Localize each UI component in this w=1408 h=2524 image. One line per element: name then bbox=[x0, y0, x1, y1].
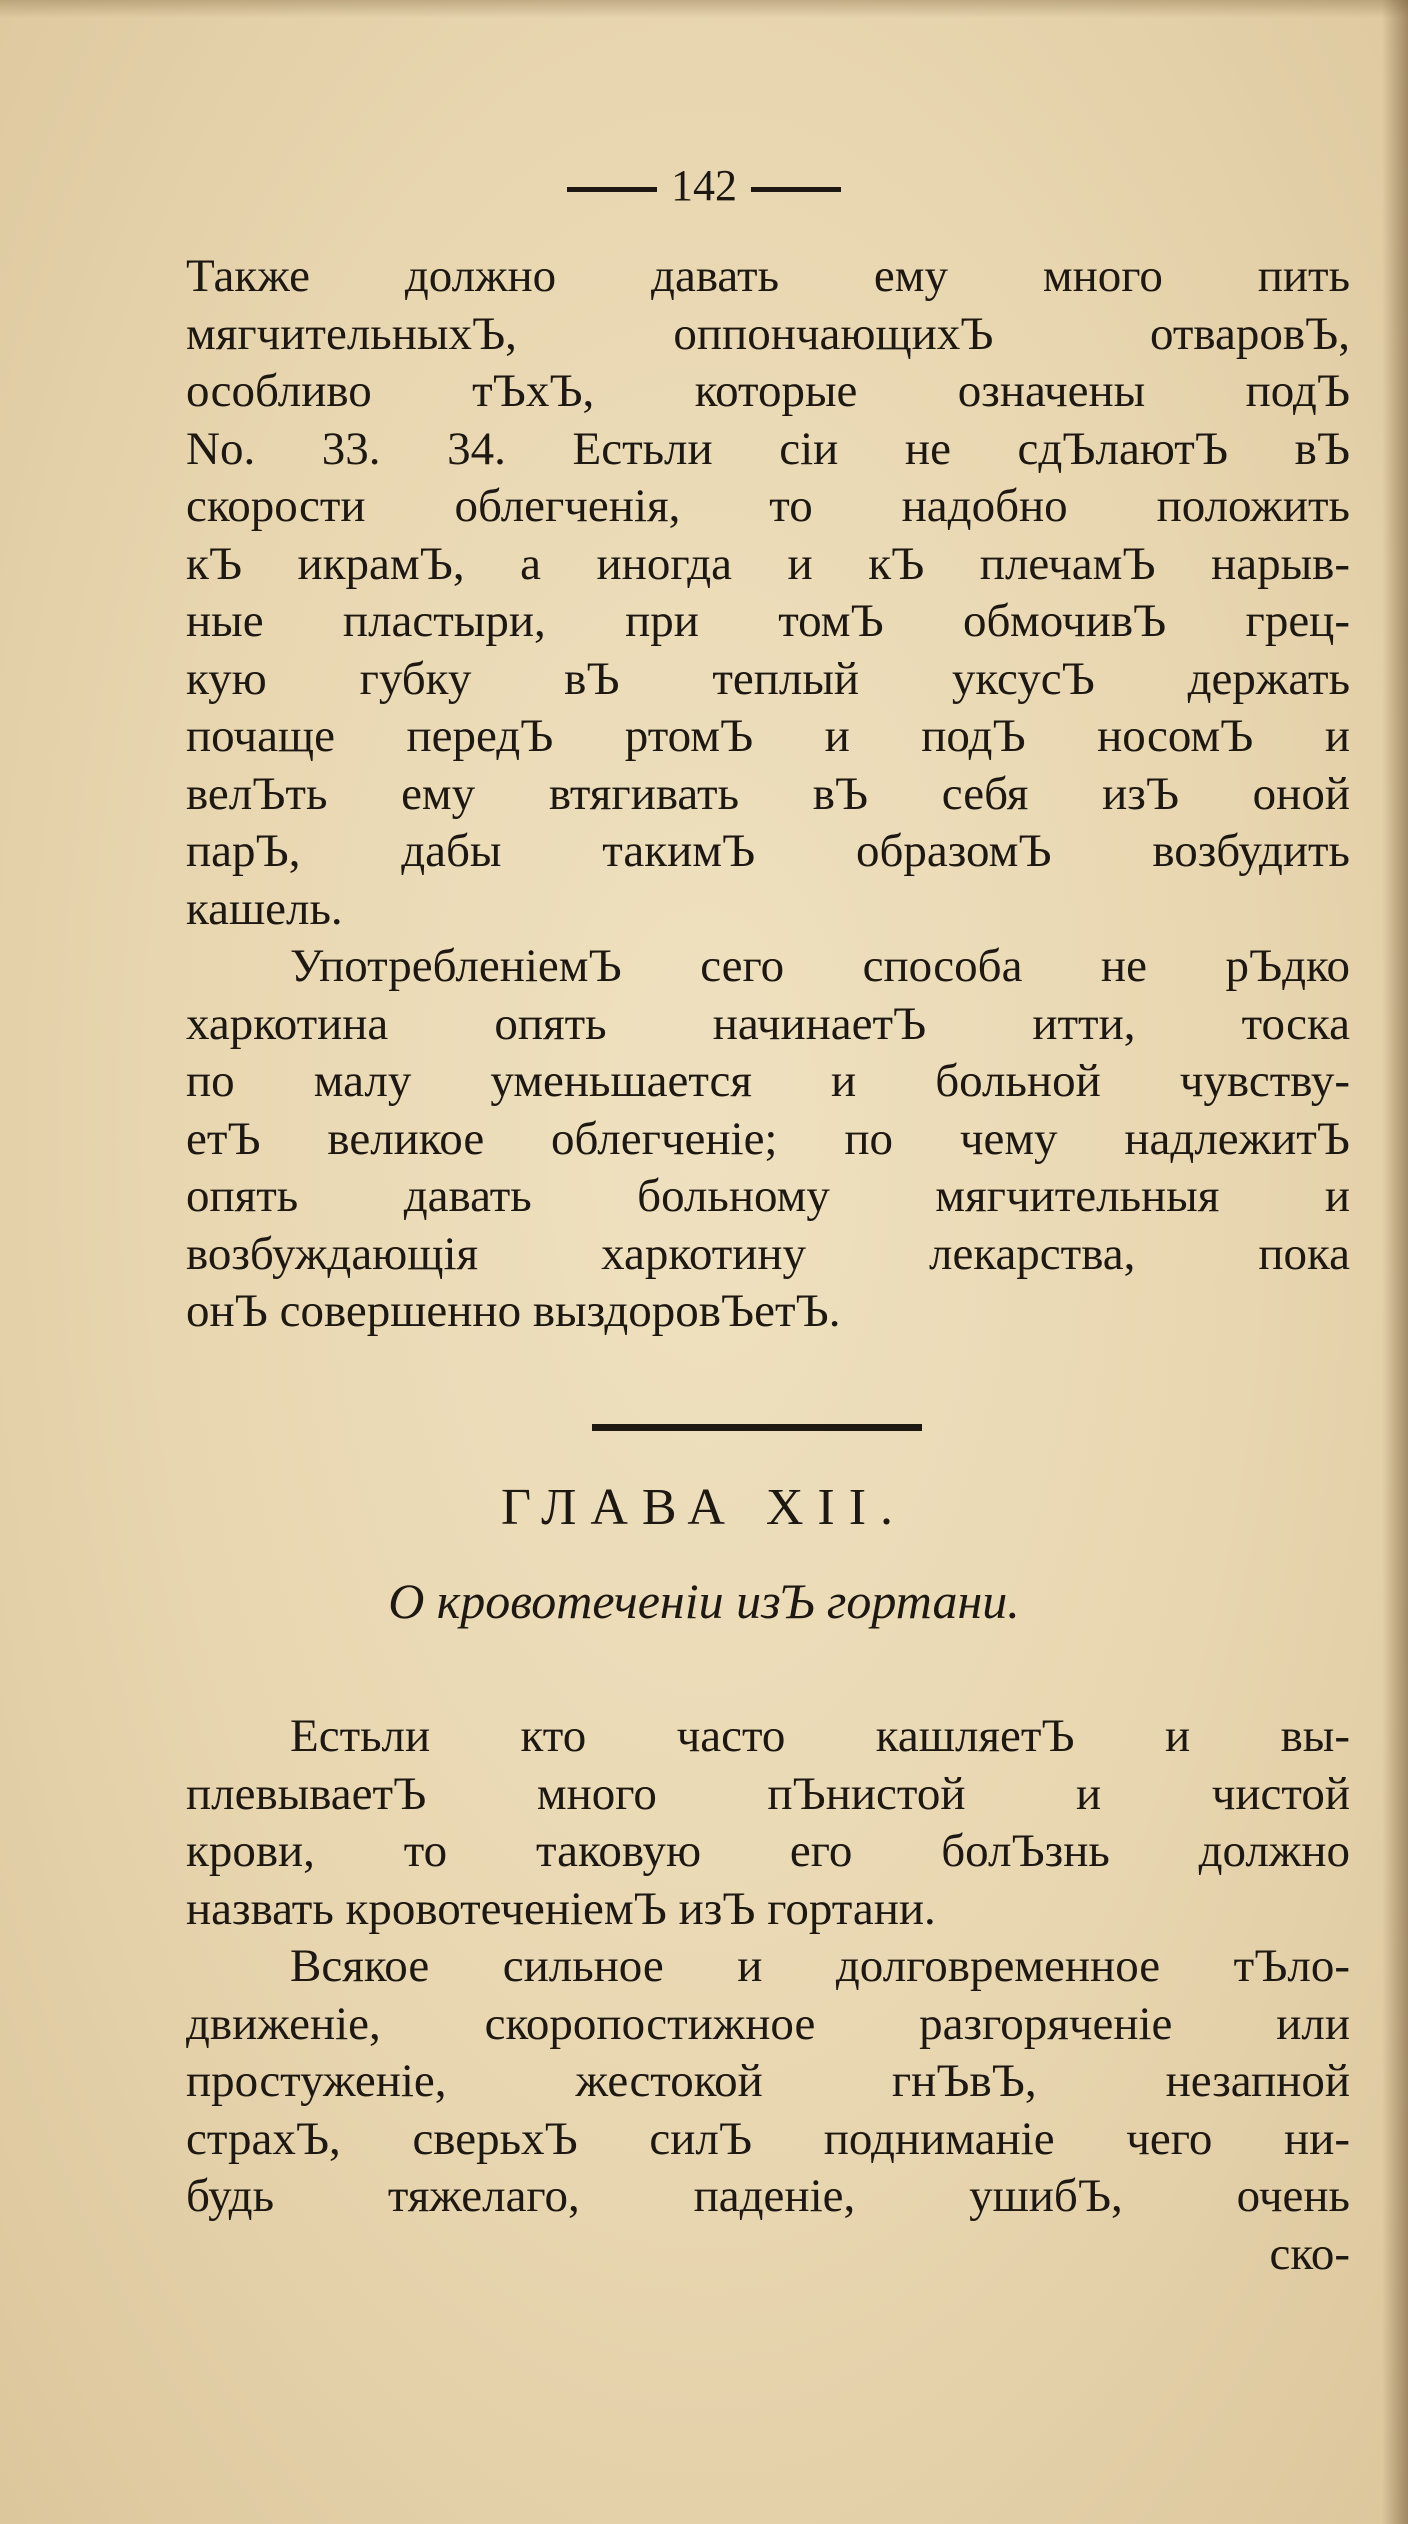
text-line: етЪ великое облегченіе; по чему надлежитЪ bbox=[186, 1112, 1350, 1165]
text-line: парЪ, дабы такимЪ образомЪ возбудить bbox=[186, 825, 1350, 877]
text-line: велЪть ему втягивать вЪ себя изЪ оной bbox=[186, 767, 1350, 820]
text-line: скорости облегченія, то надобно положить bbox=[186, 480, 1350, 532]
text-line: онЪ совершенно выздоровЪетЪ. bbox=[186, 1285, 841, 1337]
text-line: No. 33. 34. Естьли сіи не сдЪлаютЪ вЪ bbox=[186, 422, 1350, 475]
catchword: ско- bbox=[1269, 2227, 1350, 2280]
left-dash bbox=[567, 187, 657, 192]
text-line: страхЪ, сверьхЪ силЪ подниманіе чего ни- bbox=[186, 2112, 1350, 2165]
text-line: опять давать больному мягчительныя и bbox=[186, 1170, 1350, 1222]
page-shadow-top bbox=[0, 0, 1408, 18]
text-line: назвать кровотеченіемЪ изЪ гортани. bbox=[186, 1882, 936, 1935]
text-line: кашель. bbox=[186, 882, 343, 935]
bottom-text-block bbox=[186, 1708, 1350, 2283]
text-line: простуженіе, жестокой гнЪвЪ, незапной bbox=[186, 2055, 1350, 2107]
text-line: харкотина опять начинаетЪ итти, тоска bbox=[186, 997, 1350, 1050]
text-line: особливо тЪхЪ, которые означены подЪ bbox=[186, 365, 1350, 417]
text-line: крови, то таковую его болЪзнь должно bbox=[186, 1825, 1350, 1877]
chapter-subtitle: О кровотеченіи изЪ гортани. bbox=[388, 1573, 1020, 1629]
top-text-block bbox=[186, 248, 1350, 1341]
text-line: Всякое сильное и долговременное тЪло- bbox=[290, 1940, 1350, 1992]
page-shadow-gutter bbox=[1382, 0, 1408, 2524]
chapter-heading: ГЛАВА XII. bbox=[500, 1479, 908, 1536]
text-line: Также должно давать ему много пить bbox=[186, 250, 1350, 302]
text-line: движеніе, скоропостижное разгоряченіе или bbox=[186, 1997, 1350, 2050]
text-line: УпотребленіемЪ сего способа не рЪдко bbox=[290, 940, 1350, 992]
text-line: почаще передЪ ртомЪ и подЪ носомЪ и bbox=[186, 710, 1350, 762]
text-line: возбуждающія харкотину лекарства, пока bbox=[186, 1227, 1350, 1280]
running-head bbox=[0, 160, 1408, 211]
text-line: ные пластыри, при томЪ обмочивЪ грец- bbox=[186, 595, 1350, 647]
text-line: кЪ икрамЪ, а иногда и кЪ плечамЪ нарыв- bbox=[186, 537, 1350, 590]
page-number: 142 bbox=[671, 161, 737, 210]
text-line: по малу уменьшается и больной чувству- bbox=[186, 1055, 1350, 1107]
text-line: Естьли кто часто кашляетЪ и вы- bbox=[290, 1710, 1350, 1762]
text-line: плевываетЪ много пЪнистой и чистой bbox=[186, 1767, 1350, 1820]
text-line: мягчительныхЪ, оппончающихЪ отваровЪ, bbox=[186, 307, 1350, 360]
right-dash bbox=[751, 187, 841, 192]
text-line: будь тяжелаго, паденіе, ушибЪ, очень bbox=[186, 2170, 1350, 2222]
section-divider bbox=[592, 1424, 922, 1431]
text-line: кую губку вЪ теплый уксусЪ держать bbox=[186, 652, 1350, 705]
